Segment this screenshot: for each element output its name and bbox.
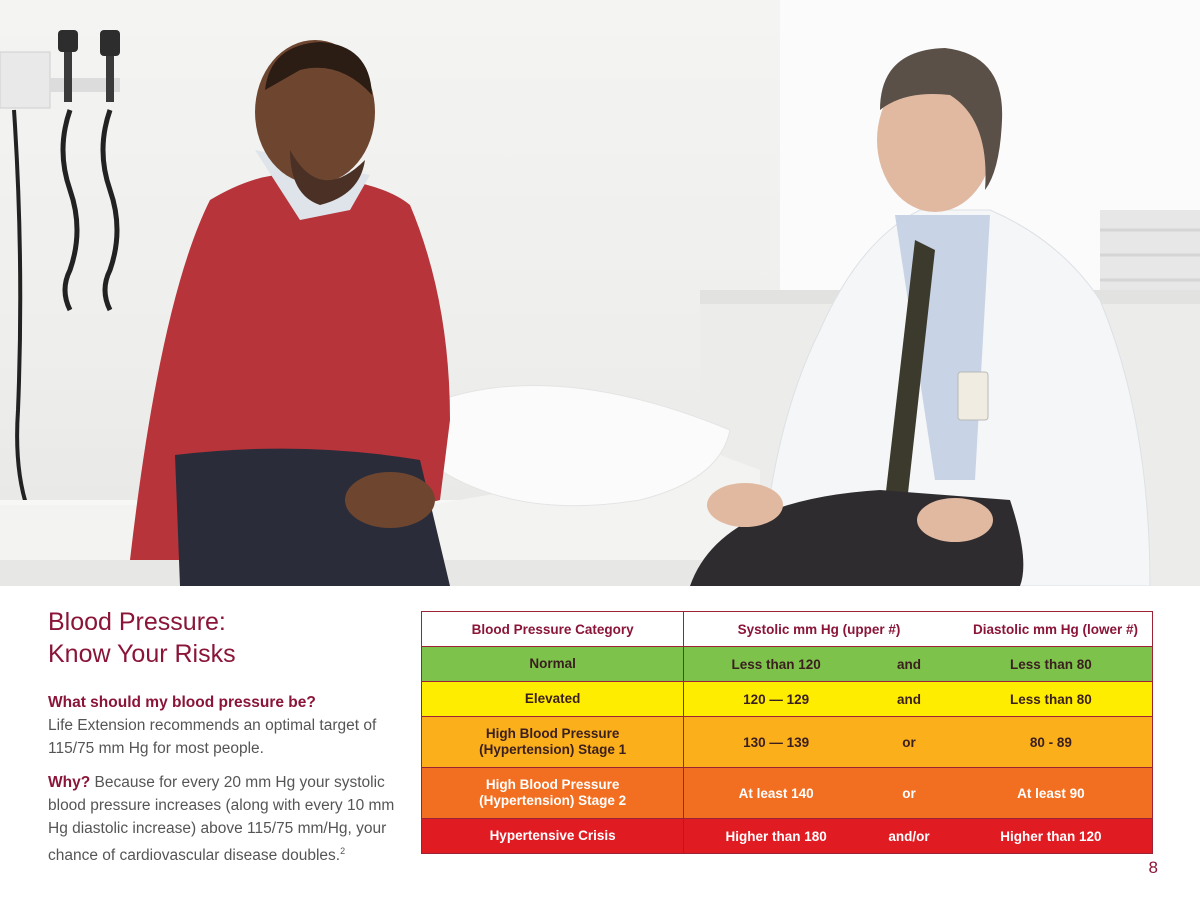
systolic-cell: Less than 120 — [684, 647, 868, 682]
category-label: Hypertensive Crisis — [489, 828, 616, 843]
intro-text-column — [48, 606, 408, 867]
table-row-normal — [422, 647, 1153, 682]
category-label: Normal — [529, 656, 576, 671]
target-answer: Life Extension recommends an optimal target of 115/75 mm Hg for most people. — [48, 717, 377, 757]
category-label: Elevated — [524, 691, 581, 706]
why-text: Because for every 20 mm Hg your systolic blood pressure increases (along with every 10 mm Hg diastolic increase) above 115/75 mm/Hg, your chance of cardiovascular disease doubles. — [48, 774, 395, 865]
table-header-row — [422, 612, 1153, 647]
category-label: High Blood Pressure — [485, 726, 620, 741]
header-category: Blood Pressure Category — [422, 612, 684, 647]
table-row-crisis — [422, 819, 1153, 854]
category-cell — [422, 717, 684, 768]
systolic-cell: Higher than 180 — [684, 819, 868, 854]
conjunction-cell: and — [868, 647, 950, 682]
category-cell — [422, 647, 684, 682]
category-cell — [422, 682, 684, 717]
diastolic-cell: Less than 80 — [950, 647, 1153, 682]
footnote-marker: 2 — [340, 846, 346, 856]
category-label: High Blood Pressure — [485, 777, 620, 792]
page-title-line-1: Blood Pressure: — [48, 608, 226, 636]
systolic-cell: 120 — 129 — [684, 682, 868, 717]
diastolic-cell: Higher than 120 — [950, 819, 1153, 854]
diastolic-cell: At least 90 — [950, 768, 1153, 819]
blood-pressure-table — [421, 611, 1153, 854]
target-question: What should my blood pressure be? — [48, 694, 316, 711]
category-sublabel: (Hypertension) Stage 1 — [479, 742, 627, 757]
table-row-stage-1 — [422, 717, 1153, 768]
header-systolic: Systolic mm Hg (upper #) — [684, 612, 950, 647]
conjunction-cell: and/or — [868, 819, 950, 854]
header-diastolic: Diastolic mm Hg (lower #) — [950, 612, 1153, 647]
target-paragraph — [48, 691, 408, 760]
why-paragraph — [48, 771, 408, 867]
table-row-elevated — [422, 682, 1153, 717]
category-cell — [422, 768, 684, 819]
page-title-line-2: Know Your Risks — [48, 640, 236, 668]
conjunction-cell: and — [868, 682, 950, 717]
category-sublabel: (Hypertension) Stage 2 — [479, 793, 627, 808]
systolic-cell: At least 140 — [684, 768, 868, 819]
diastolic-cell: 80 - 89 — [950, 717, 1153, 768]
conjunction-cell: or — [868, 717, 950, 768]
why-label: Why? — [48, 774, 91, 791]
systolic-cell: 130 — 139 — [684, 717, 868, 768]
conjunction-cell: or — [868, 768, 950, 819]
table-row-stage-2 — [422, 768, 1153, 819]
category-cell — [422, 819, 684, 854]
page-number: 8 — [1148, 858, 1158, 877]
page-title — [48, 606, 408, 670]
diastolic-cell: Less than 80 — [950, 682, 1153, 717]
